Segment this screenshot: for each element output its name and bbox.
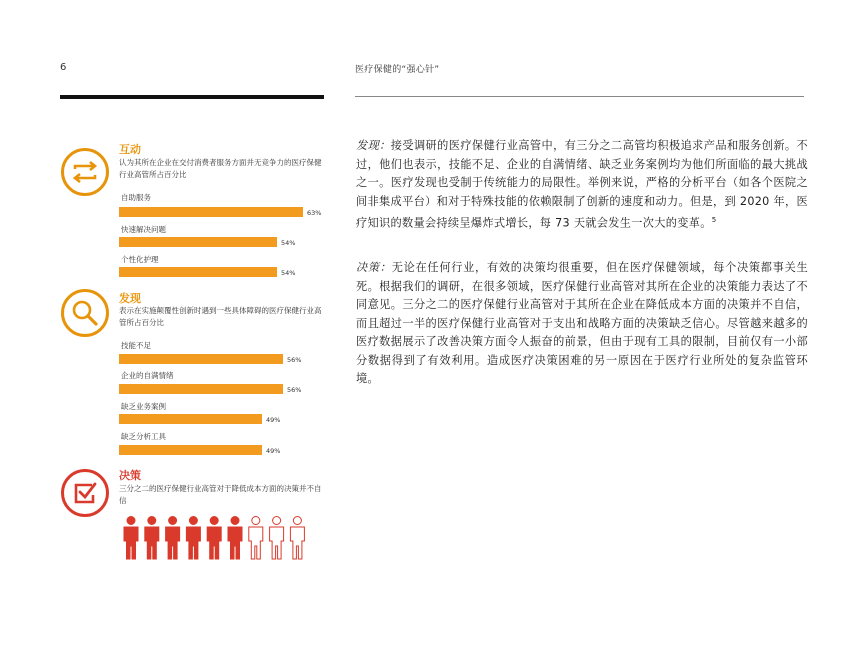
bar-value: 56% (287, 386, 302, 394)
checkbox-icon (60, 468, 110, 518)
person-icon-outline (270, 517, 284, 560)
page-number: 6 (60, 62, 67, 73)
magnifier-icon (60, 288, 110, 338)
section-title-discovery: 发现 (119, 292, 141, 305)
arrows-exchange-icon (60, 147, 110, 197)
section-desc-decision: 三分之二的医疗保健行业高管对于降低成本方面的决策并不自信 (119, 484, 322, 505)
paragraph-text: 接受调研的医疗保健行业高管中，有三分之二高管均积极追求产品和服务创新。不过，他们也表示，技能不足、企业的自满情绪、缺乏业务案例均为他们所面临的最大挑战之一。医疗发现也受制于传统能力的局限性。举例来说，严格的分析平台（如各个医院之间非集成平台）和对于特殊技能的依赖限制了创新的速度和动力。但是，到 2020 年，医疗知识的数量会持续呈爆炸式增长，每 73 天就会发生一次大的变革。 (356, 139, 808, 230)
running-header-title: 医疗保健的“强心针” (355, 65, 440, 75)
section-title-interaction: 互动 (119, 143, 141, 156)
bar-label: 缺乏分析工具 (121, 432, 166, 441)
paragraph-discovery (356, 137, 808, 233)
people-pictogram (123, 516, 313, 560)
bar-label: 个性化护理 (121, 255, 159, 264)
bar-label: 自助服务 (121, 193, 151, 202)
person-icon-filled (207, 517, 221, 560)
paragraph-lead: 决策： (356, 261, 392, 274)
header-rule-right (355, 96, 804, 97)
paragraph-decision (356, 259, 808, 389)
paragraph-text: 无论在任何行业，有效的决策均很重要，但在医疗保健领域，每个决策都事关生死。根据我们的调研，在很多领域，医疗保健行业高管对其所在企业的决策能力表达了不同意见。三分之二的医疗保健行业高管对于其所在企业在降低成本方面的决策并不自信，而且超过一半的医疗保健行业高管对于支出和战略方面的决策缺乏信心。尽管越来越多的医疗数据展示了改善决策方面令人振奋的前景，但由于现有工具的限制，目前仅有一小部分数据得到了有效利用。造成医疗决策困难的另一原因在于医疗行业所处的复杂监管环境。 (356, 261, 808, 385)
bar (119, 237, 277, 247)
header-rule-left (60, 95, 324, 99)
person-icon-filled (166, 517, 180, 560)
bar-label: 企业的自满情绪 (121, 371, 174, 380)
section-desc-discovery: 表示在实施颠覆性创新时遇到一些具体障碍的医疗保健行业高管所占百分比 (119, 306, 322, 327)
bar (119, 384, 283, 394)
bar-value: 63% (307, 209, 322, 217)
bar-value: 56% (287, 356, 302, 364)
person-icon-filled (186, 517, 200, 560)
bar-value: 49% (266, 416, 281, 424)
person-icon-filled (145, 517, 159, 560)
person-icon-filled (124, 517, 138, 560)
bar (119, 207, 303, 217)
bar-label: 快速解决问题 (121, 225, 166, 234)
bar-value: 49% (266, 447, 281, 455)
bar-label: 缺乏业务案例 (121, 402, 166, 411)
bar (119, 354, 283, 364)
paragraph-lead: 发现： (356, 139, 391, 152)
footnote-ref: 5 (711, 216, 717, 224)
bar-value: 54% (281, 269, 296, 277)
bar-label: 技能不足 (121, 341, 151, 350)
person-icon-outline (249, 517, 263, 560)
section-title-decision: 决策 (119, 469, 141, 482)
section-desc-interaction: 认为其所在企业在交付消费者服务方面并无竞争力的医疗保健行业高管所占百分比 (119, 158, 322, 179)
bar-value: 54% (281, 239, 296, 247)
bar (119, 414, 262, 424)
bar (119, 445, 262, 455)
person-icon-filled (228, 517, 242, 560)
person-icon-outline (290, 517, 304, 560)
bar (119, 267, 277, 277)
